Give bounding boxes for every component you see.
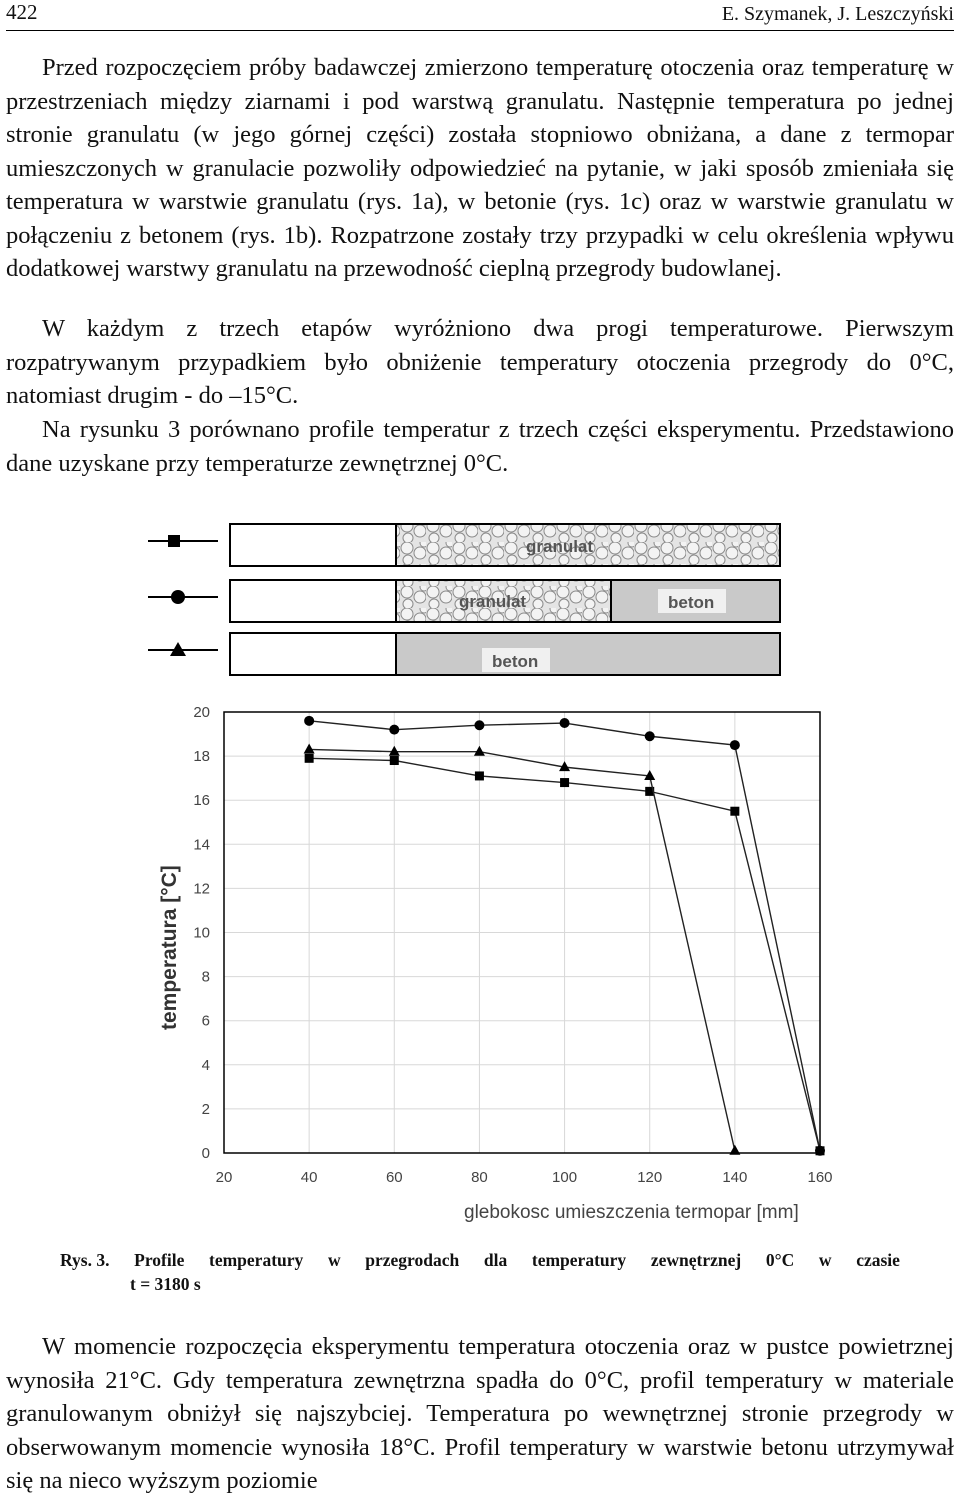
data-point-square <box>730 807 739 816</box>
caption-word: 0°C <box>765 1250 795 1270</box>
x-axis-label: glebokosc umieszczenia termopar [mm] <box>464 1202 799 1223</box>
x-tick-label: 160 <box>807 1169 833 1186</box>
data-point-circle <box>474 720 484 730</box>
x-tick-labels <box>216 1169 833 1186</box>
data-point-square <box>305 754 314 763</box>
figure-caption <box>60 1248 900 1296</box>
y-tick-label: 18 <box>193 748 210 766</box>
bar-label-beton: beton <box>668 593 715 612</box>
caption-word: temperatury <box>209 1250 304 1270</box>
caption-word: w <box>818 1250 832 1270</box>
y-tick-label: 16 <box>193 792 210 810</box>
legend-bar-granulat <box>148 524 780 566</box>
y-tick-label: 4 <box>201 1056 210 1074</box>
y-tick-label: 12 <box>193 880 210 898</box>
caption-line-2 <box>60 1272 900 1296</box>
running-authors: E. Szymanek, J. Leszczyński <box>721 3 954 25</box>
caption-word: temperatury <box>531 1250 627 1270</box>
y-tick-label: 8 <box>201 968 210 986</box>
legend-bars <box>148 524 780 675</box>
data-point-triangle <box>389 746 400 756</box>
x-tick-label: 20 <box>215 1169 233 1186</box>
series-triangle <box>304 743 741 1154</box>
chart-grid <box>224 712 820 1153</box>
data-point-circle <box>815 1146 825 1156</box>
page-number: 422 <box>6 0 38 24</box>
data-point-triangle <box>474 746 485 756</box>
y-tick-labels <box>193 704 210 1162</box>
y-axis-label: temperatura [°C] <box>158 865 181 1030</box>
y-tick-label: 6 <box>201 1012 210 1030</box>
caption-word: czasie <box>856 1250 900 1270</box>
y-tick-label: 20 <box>193 704 210 721</box>
bar-label-beton: beton <box>492 652 539 671</box>
caption-label: Rys. 3. <box>60 1250 110 1270</box>
caption-word: przegrodach <box>365 1250 460 1270</box>
paragraph-4: W momencie rozpoczęcia eksperymentu temperatura otoczenia oraz w pustce powietrznej wynosiła 21°C. Gdy temperatura zewnętrzna spadła do 0°C, profil temperatury w materiale granulowanym obniżył się najszybciej. Temperatura po wewnętrznej stronie przegrody w obserwowanym momencie wynosiła 18°C. Profil temperatury w warstwie betonu utrzymywał się na nieco wyższym poziomie <box>6 1333 954 1494</box>
caption-word: zewnętrznej <box>650 1250 742 1270</box>
y-tick-label: 0 <box>201 1145 210 1162</box>
paragraph-3: Na rysunku 3 porównano profile temperatur z trzech części eksperymentu. Przedstawiono dane uzyskane przy temperaturze zewnętrznej 0°C. <box>6 416 954 477</box>
y-tick-label: 2 <box>201 1100 210 1118</box>
caption-line-1 <box>60 1248 900 1272</box>
y-tick-label: 14 <box>193 836 210 854</box>
data-point-circle <box>389 725 399 735</box>
data-point-square <box>475 771 484 780</box>
data-point-triangle <box>304 743 315 753</box>
square-marker-icon <box>168 535 180 547</box>
caption-word: dla <box>483 1250 508 1270</box>
data-point-square <box>390 756 399 765</box>
bar-label-granulat: granulat <box>526 537 594 556</box>
x-tick-label: 100 <box>552 1169 578 1186</box>
x-tick-label: 80 <box>471 1169 488 1186</box>
paragraph-1: Przed rozpoczęciem próby badawczej zmierzono temperaturę otoczenia oraz temperaturę w przestrzeniach między ziarnami i pod warstwą granulatu. Następnie temperatura po jednej stronie granulatu (w jego górnej części) została stopniowo obniżana, a dane z termopar umieszczonych w granulacie pozwoliły odpowiedzieć na pytanie, w jaki sposób zmieniała się temperatura w warstwie granulatu (rys. 1a), w betonie (rys. 1c) oraz w warstwie granulatu w połączeniu z betonem (rys. 1b). Rozpatrzone zostały trzy przypadki w celu określenia wpływu dodatkowej warstwy granulatu na przewodność cieplną przegrody budowlanej. <box>6 54 954 282</box>
y-tick-label: 10 <box>193 924 210 942</box>
figure-3 <box>140 520 860 1230</box>
page-header <box>6 0 954 31</box>
data-point-circle <box>304 716 314 726</box>
temperature-chart <box>158 704 833 1223</box>
caption-time: t = 3180 s <box>130 1274 201 1294</box>
legend-bar-beton <box>148 633 780 675</box>
x-tick-label: 40 <box>300 1169 318 1186</box>
caption-word: Profile <box>134 1250 185 1270</box>
data-point-circle <box>560 718 570 728</box>
data-point-circle <box>645 731 655 741</box>
data-point-square <box>560 778 569 787</box>
x-tick-label: 60 <box>385 1169 403 1186</box>
data-point-circle <box>730 740 740 750</box>
bar-label-granulat: granulat <box>459 592 527 611</box>
paragraph-2: W każdym z trzech etapów wyróżniono dwa progi temperaturowe. Pierwszym rozpatrywanym przypadkiem było obniżenie temperatury otoczenia przegrody do 0°C, natomiast drugim - do –15°C. <box>6 315 954 409</box>
data-point-triangle <box>729 1145 740 1155</box>
circle-marker-icon <box>171 590 185 604</box>
x-tick-label: 120 <box>637 1169 663 1186</box>
series-line <box>309 749 735 1150</box>
caption-word: w <box>327 1250 341 1270</box>
legend-bar-granulat-beton <box>148 580 780 622</box>
x-tick-label: 140 <box>722 1169 748 1186</box>
